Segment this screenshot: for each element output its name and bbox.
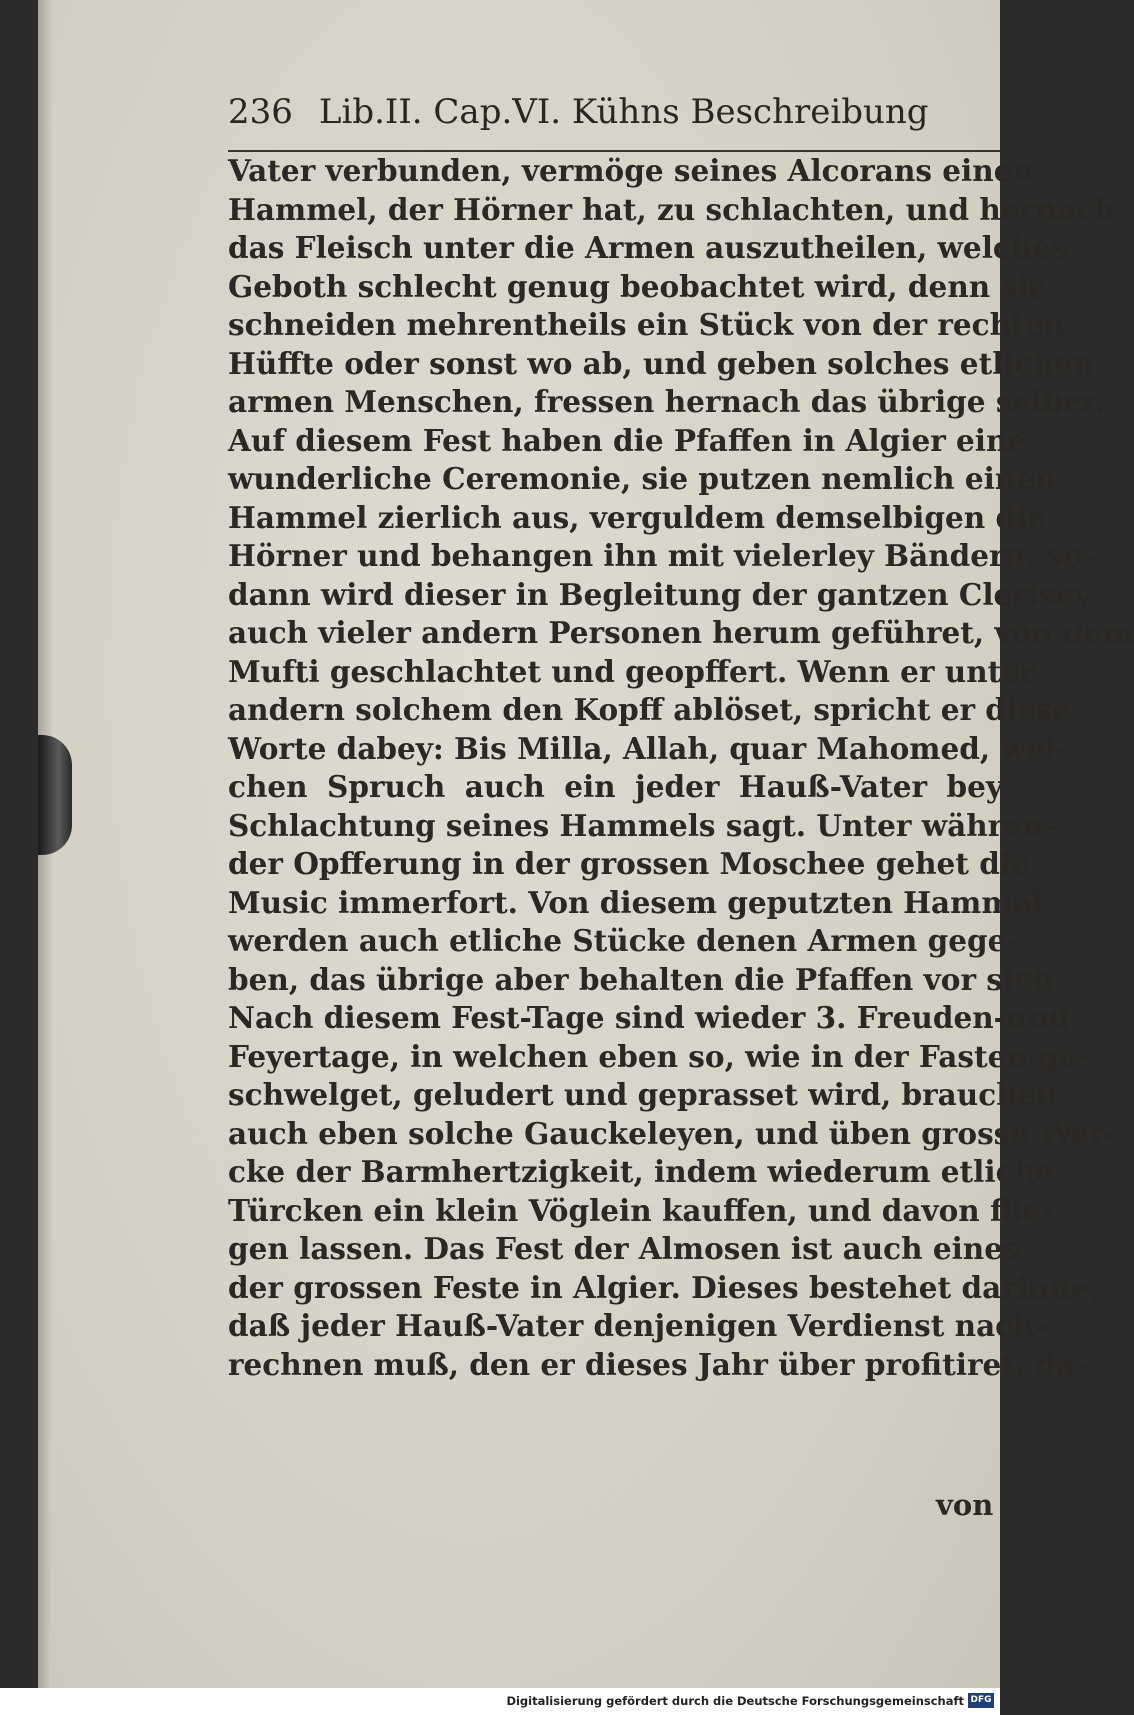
text-line-content: chen Spruch auch ein jeder Hauß-Vater bey [228,769,1003,804]
text-line-content: Hammel zierlich aus, verguldem demselbigen die [228,499,1047,535]
text-line [228,268,1048,307]
text-line-content: werden auch etliche Stücke denen Armen gege- [228,923,1019,958]
text-line [228,306,1065,345]
text-line [228,191,1116,230]
text-line [228,922,1019,961]
text-line [228,1038,1090,1077]
text-line [228,345,1095,384]
text-line [228,1192,1054,1231]
text-line-content: rechnen muß, den er dieses Jahr über profitiret, da- [228,1346,1088,1382]
text-line [228,152,1034,191]
page-number: 236 [228,92,293,132]
text-line [228,1269,1100,1308]
text-line-content: Music immerfort. Von diesem geputzten Hammel [228,884,1043,920]
text-line [228,807,1056,846]
text-line-content: Feyertage, in welchen eben so, wie in der Fasten ge- [228,1038,1090,1074]
text-line-content: schwelget, geludert und geprasset wird, brauchen [228,1077,1058,1112]
text-line [228,730,1069,769]
book-clip [38,735,72,855]
text-line [228,383,1105,422]
body-text [228,152,1134,1384]
running-title: Lib.II. Cap.VI. Kühns Beschreibung [318,92,929,132]
text-line-content: Hörner und behangen ihn mit vielerley Bändern, so- [228,538,1096,573]
text-line-content: Mufti geschlachtet und geopffert. Wenn er unter [228,653,1036,689]
text-line [228,460,1057,499]
text-line [228,691,1072,730]
text-line-content: dann wird dieser in Begleitung der gantzen Clerisey [228,576,1092,612]
text-line-content: gen lassen. Das Fest der Almosen ist auch eines [228,1231,1020,1266]
text-line [228,653,1036,692]
text-line-content: ben, das übrige aber behalten die Pfaffen vor sich [228,961,1054,997]
text-line-content: daß jeder Hauß-Vater denjenigen Verdienst nach- [228,1308,1047,1343]
text-line-content: der Opfferung in der grossen Moschee gehet die [228,846,1030,881]
text-line [228,614,1134,653]
text-line-content: Worte dabey: Bis Milla, Allah, quar Mahomed, wel- [228,730,1069,766]
text-line [228,576,1092,615]
text-line-content: cke der Barmhertzigkeit, indem wiederum etliche [228,1154,1054,1189]
text-line [228,1153,1054,1192]
text-line-content: armen Menschen, fressen hernach das übrige selber. [228,384,1105,419]
text-line [228,1230,1020,1269]
text-line [228,1307,1047,1346]
text-line-content: auch eben solche Gauckeleyen, und üben grosse Wer- [228,1115,1117,1151]
dfg-logo: DFG [968,1693,994,1708]
text-line [228,884,1043,923]
text-line [228,229,1068,268]
book-page [38,0,1134,1688]
text-line-content: das Fleisch unter die Armen auszutheilen, welches [228,230,1068,265]
text-line [228,1346,1088,1385]
footer-credit: Digitalisierung gefördert durch die Deutsche Forschungsgemeinschaft [506,1694,964,1708]
text-line [228,422,1027,461]
text-line-content: wunderliche Ceremonie, sie putzen nemlich einen [228,461,1057,496]
text-line [228,499,1047,538]
text-line-content: Nach diesem Fest-Tage sind wieder 3. Freuden-und [228,1000,1070,1035]
text-line-content: Hammel, der Hörner hat, zu schlachten, und hernach [228,191,1116,227]
text-line [228,961,1054,1000]
text-line-content: Auf diesem Fest haben die Pfaffen in Algier eine [228,422,1027,458]
text-line-content: Hüffte oder sonst wo ab, und geben solches etlichen [228,345,1095,381]
text-line-content: Türcken ein klein Vöglein kauffen, und davon flie- [228,1192,1054,1228]
text-line [228,768,1003,807]
digitization-footer [0,1688,1000,1715]
text-line-content: schneiden mehrentheils ein Stück von der rechten [228,307,1065,342]
catchword: von [936,1488,994,1522]
text-line-content: Geboth schlecht genug beobachtet wird, denn sie [228,268,1048,304]
text-line [228,1115,1117,1154]
running-header [228,92,1008,144]
text-line-content: der grossen Feste in Algier. Dieses bestehet darinne, [228,1269,1100,1305]
text-line-content: andern solchem den Kopff ablöset, spricht er diese [228,692,1072,727]
text-line [228,999,1070,1038]
text-line [228,845,1030,884]
text-line-content: Vater verbunden, vermöge seines Alcorans einen [228,153,1034,188]
text-line-content: auch vieler andern Personen herum geführet, von dem [228,615,1134,650]
text-line-content: Schlachtung seines Hammels sagt. Unter währen- [228,807,1056,843]
text-line [228,1076,1058,1115]
text-line [228,537,1096,576]
